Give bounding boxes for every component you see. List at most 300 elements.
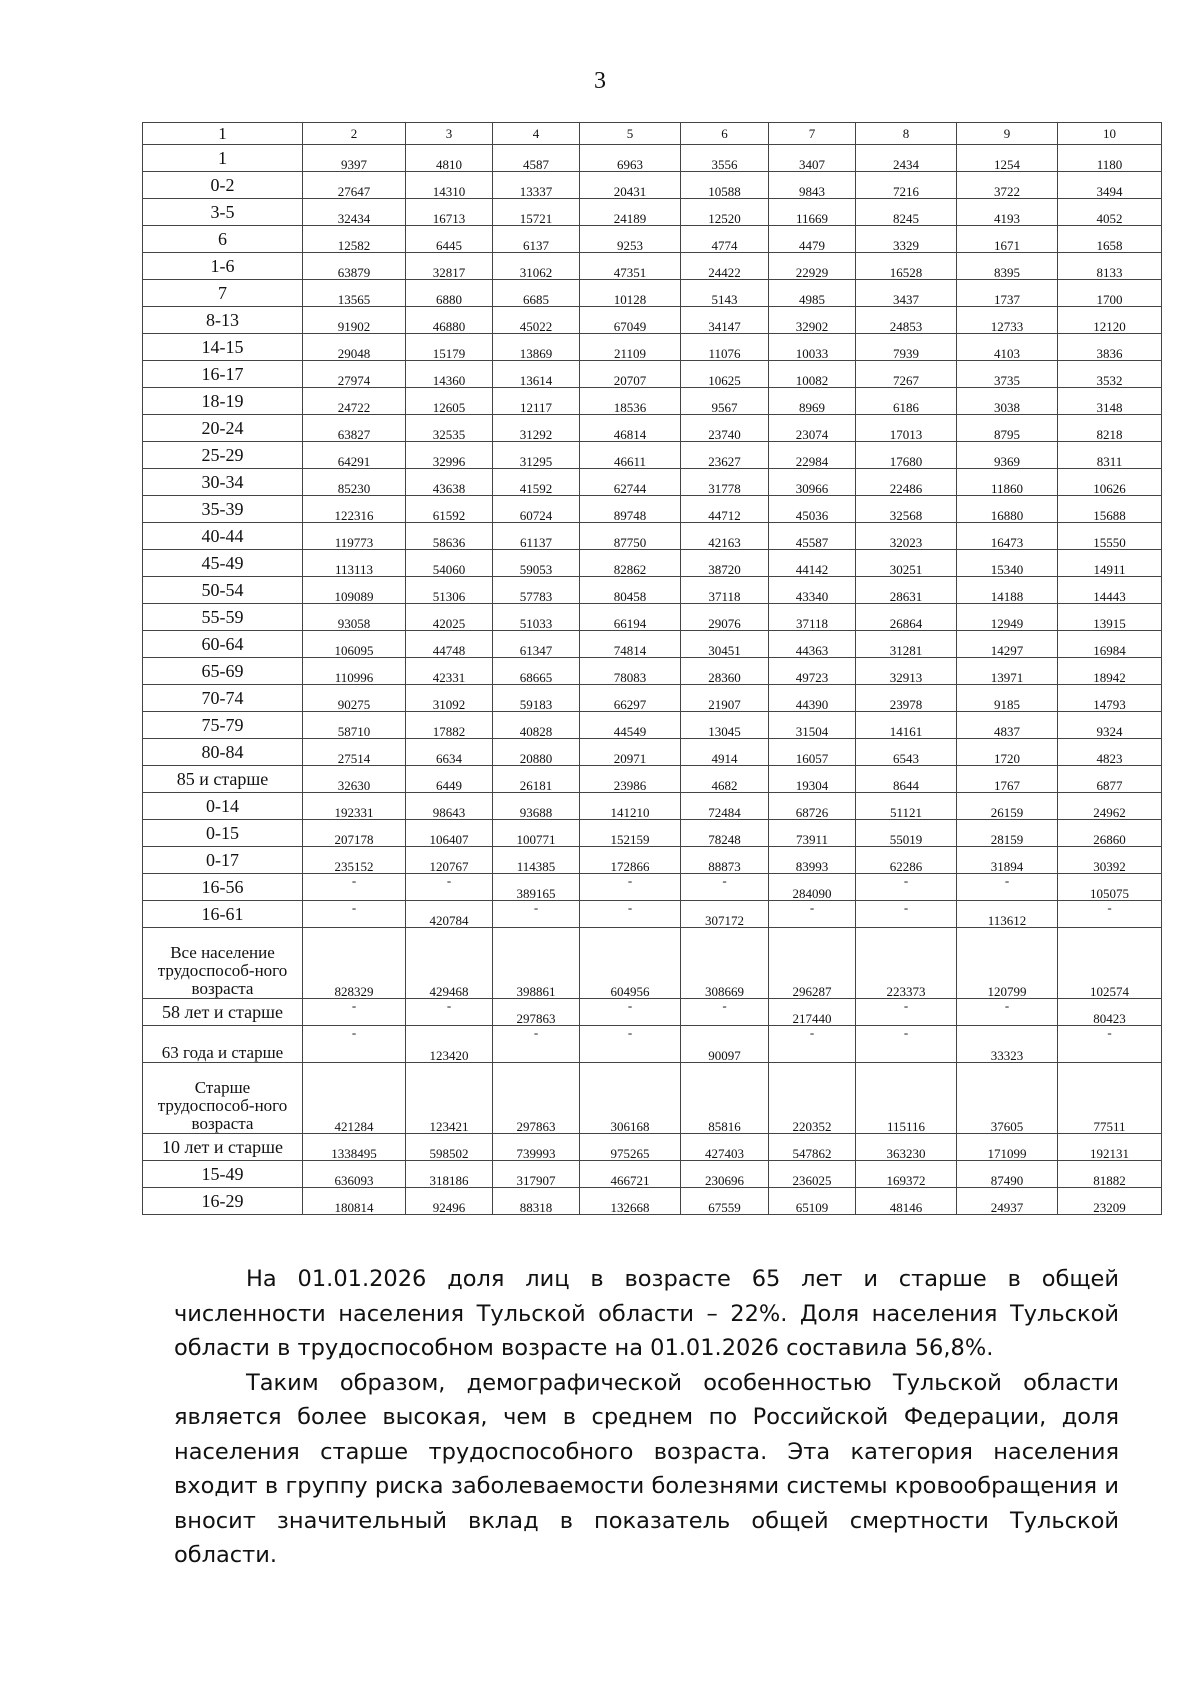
table-cell: 13915 [1058,604,1162,631]
table-cell: 220352 [769,1063,856,1134]
table-cell: 23740 [681,415,769,442]
table-cell: - [406,999,493,1026]
table-cell: 12605 [406,388,493,415]
table-cell: 180814 [303,1188,406,1215]
table-cell: 90097 [681,1026,769,1063]
table-cell: 51033 [493,604,580,631]
table-cell: 120799 [957,928,1058,999]
table-row [143,280,1162,307]
table-cell: 1254 [957,145,1058,172]
table-cell: 31504 [769,712,856,739]
table-cell: 3437 [856,280,957,307]
table-row [143,999,1162,1026]
table-cell: 45022 [493,307,580,334]
table-cell: 306168 [580,1063,681,1134]
table-cell: 10626 [1058,469,1162,496]
table-cell: 30966 [769,469,856,496]
table-cell: 4103 [957,334,1058,361]
table-cell: 29048 [303,334,406,361]
table-header-row [143,123,1162,145]
table-cell: 5143 [681,280,769,307]
table-cell: 87750 [580,523,681,550]
table-cell: 427403 [681,1134,769,1161]
table-cell: 58710 [303,712,406,739]
table-cell: 604956 [580,928,681,999]
table-cell: 8395 [957,253,1058,280]
table-cell: 119773 [303,523,406,550]
table-cell: 12582 [303,226,406,253]
table-cell: 61137 [493,523,580,550]
table-cell: 6449 [406,766,493,793]
table-row [143,172,1162,199]
table-cell: 18536 [580,388,681,415]
table-cell: 68665 [493,658,580,685]
table-cell: 6634 [406,739,493,766]
paragraph: Таким образом, демографической особенностью Тульской области является более высокая, чем в среднем по Российской Федерации, доля населения старше трудоспособного возраста. Эта категория населения входит в группу риска заболеваемости болезнями системы кровообращения и вносит значительный вклад в показатель общей смертности Тульской области. [174,1369,1119,1568]
table-cell: 109089 [303,577,406,604]
table-cell: 78248 [681,820,769,847]
table-row [143,766,1162,793]
table-cell: 46880 [406,307,493,334]
table-cell: 307172 [681,901,769,928]
table-cell: 4193 [957,199,1058,226]
table-cell: 62286 [856,847,957,874]
table-cell: 15550 [1058,523,1162,550]
table-cell: 37118 [681,577,769,604]
table-cell: 67559 [681,1188,769,1215]
row-label: 35-39 [143,496,303,523]
table-cell: 3532 [1058,361,1162,388]
table-cell: - [957,874,1058,901]
table-cell: 26864 [856,604,957,631]
table-cell: 59053 [493,550,580,577]
table-cell: 20707 [580,361,681,388]
row-label: 40-44 [143,523,303,550]
table-cell: 33323 [957,1026,1058,1063]
table-cell: 24422 [681,253,769,280]
row-label: 25-29 [143,442,303,469]
table-cell: 11860 [957,469,1058,496]
table-cell: 23978 [856,685,957,712]
table-cell: 74814 [580,631,681,658]
table-cell: - [769,1026,856,1063]
table-cell: 1767 [957,766,1058,793]
table-cell: 93058 [303,604,406,631]
row-label: 80-84 [143,739,303,766]
table-cell: 2434 [856,145,957,172]
row-label: 16-29 [143,1188,303,1215]
table-cell: 8311 [1058,442,1162,469]
table-body [143,123,1162,1215]
table-cell: 24722 [303,388,406,415]
table-cell: - [856,999,957,1026]
table-cell: - [1058,901,1162,928]
table-cell: 115116 [856,1063,957,1134]
table-row [143,415,1162,442]
table-cell: 4810 [406,145,493,172]
table-cell: 13614 [493,361,580,388]
table-cell: 17680 [856,442,957,469]
table-cell: 110996 [303,658,406,685]
table-cell: 83993 [769,847,856,874]
column-number: 2 [303,123,406,145]
table-cell: 7216 [856,172,957,199]
table-cell: 55019 [856,820,957,847]
table-cell: - [957,999,1058,1026]
table-row [143,1188,1162,1215]
table-cell: 21109 [580,334,681,361]
table-cell: 3407 [769,145,856,172]
table-row [143,712,1162,739]
table-cell: 1737 [957,280,1058,307]
table-cell: 57783 [493,577,580,604]
paragraph: На 01.01.2026 доля лиц в возрасте 65 лет и старше в общей численности населения Тульской области – 22%. Доля населения Тульской области в трудоспособном возрасте на 01.01.2026 составила 56,8%. [174,1266,1119,1361]
table-row [143,901,1162,928]
table-cell: 171099 [957,1134,1058,1161]
table-cell: 1720 [957,739,1058,766]
table-row [143,820,1162,847]
table-cell: 21907 [681,685,769,712]
table-row [143,361,1162,388]
row-label: 30-34 [143,469,303,496]
table-cell: 9369 [957,442,1058,469]
table-cell: 16528 [856,253,957,280]
table-cell: 27514 [303,739,406,766]
table-cell: 20971 [580,739,681,766]
table-cell: 15340 [957,550,1058,577]
row-label: 18-19 [143,388,303,415]
table-cell: - [856,901,957,928]
column-number: 3 [406,123,493,145]
table-cell: 46611 [580,442,681,469]
table-cell: 24937 [957,1188,1058,1215]
row-label: 1 [143,145,303,172]
table-cell: 7267 [856,361,957,388]
table-cell: 88873 [681,847,769,874]
table-cell: 9253 [580,226,681,253]
table-cell: 7939 [856,334,957,361]
table-cell: 87490 [957,1161,1058,1188]
table-cell: 429468 [406,928,493,999]
table-cell: - [493,901,580,928]
table-cell: - [856,1026,957,1063]
table-cell: 68726 [769,793,856,820]
table-cell: 113612 [957,901,1058,928]
table-cell: 4837 [957,712,1058,739]
table-cell: 26181 [493,766,580,793]
row-label: 70-74 [143,685,303,712]
table-cell: 13565 [303,280,406,307]
table-cell: 547862 [769,1134,856,1161]
table-row [143,847,1162,874]
table-cell: - [856,874,957,901]
table-cell: 10128 [580,280,681,307]
table-row [143,928,1162,999]
table-row [143,145,1162,172]
table-cell: 32023 [856,523,957,550]
table-cell: 6137 [493,226,580,253]
table-cell: - [580,901,681,928]
table-cell: 11669 [769,199,856,226]
table-cell: 14188 [957,577,1058,604]
table-cell: 61347 [493,631,580,658]
row-label: 7 [143,280,303,307]
table-cell: 975265 [580,1134,681,1161]
table-cell: 32630 [303,766,406,793]
table-cell: 12949 [957,604,1058,631]
table-cell: 32817 [406,253,493,280]
table-cell: 3038 [957,388,1058,415]
table-cell: 105075 [1058,874,1162,901]
table-cell: 80458 [580,577,681,604]
row-label: Все население трудоспособ-ного возраста [143,928,303,999]
table-cell: 60724 [493,496,580,523]
table-cell: 318186 [406,1161,493,1188]
table-cell: 22486 [856,469,957,496]
row-label: 45-49 [143,550,303,577]
table-cell: 398861 [493,928,580,999]
table-cell: 30392 [1058,847,1162,874]
table-cell: 6445 [406,226,493,253]
table-row [143,388,1162,415]
table-row [143,1063,1162,1134]
table-cell: 38720 [681,550,769,577]
table-cell: 65109 [769,1188,856,1215]
column-number: 9 [957,123,1058,145]
table-cell: 82862 [580,550,681,577]
table-cell: - [681,874,769,901]
table-cell: 4479 [769,226,856,253]
table-cell: 172866 [580,847,681,874]
table-cell: 12117 [493,388,580,415]
table-cell: 62744 [580,469,681,496]
table-cell: 23074 [769,415,856,442]
table-cell: 31281 [856,631,957,658]
table-cell: 10082 [769,361,856,388]
table-cell: 42163 [681,523,769,550]
column-number: 10 [1058,123,1162,145]
table-cell: - [303,1026,406,1063]
table-cell: 12120 [1058,307,1162,334]
row-label: 15-49 [143,1161,303,1188]
table-cell: 59183 [493,685,580,712]
row-label: 0-17 [143,847,303,874]
table-cell: 11076 [681,334,769,361]
table-cell: 18942 [1058,658,1162,685]
table-row [143,1026,1162,1063]
table-cell: 14161 [856,712,957,739]
table-cell: 122316 [303,496,406,523]
table-cell: 19304 [769,766,856,793]
table-cell: 308669 [681,928,769,999]
table-row [143,739,1162,766]
table-cell: 31778 [681,469,769,496]
table-cell: - [580,874,681,901]
row-label: 60-64 [143,631,303,658]
table-cell: 100771 [493,820,580,847]
table-cell: 63827 [303,415,406,442]
table-cell: 10033 [769,334,856,361]
table-cell: 317907 [493,1161,580,1188]
table-cell: 4985 [769,280,856,307]
table-cell: 17013 [856,415,957,442]
body-text [174,1262,1119,1573]
table-cell: 14911 [1058,550,1162,577]
table-cell: 20880 [493,739,580,766]
table-cell: 28360 [681,658,769,685]
table-cell: 43340 [769,577,856,604]
table-cell: 9185 [957,685,1058,712]
table-cell: 8644 [856,766,957,793]
table-cell: 114385 [493,847,580,874]
table-cell: 169372 [856,1161,957,1188]
table-row [143,226,1162,253]
column-number: 6 [681,123,769,145]
table-cell: 13869 [493,334,580,361]
table-cell: 123421 [406,1063,493,1134]
table-row [143,307,1162,334]
table-cell: 42331 [406,658,493,685]
table-cell: 23627 [681,442,769,469]
table-cell: 3735 [957,361,1058,388]
table-cell: 26159 [957,793,1058,820]
table-cell: 16473 [957,523,1058,550]
table-cell: 67049 [580,307,681,334]
table-cell: 31062 [493,253,580,280]
table-cell: 42025 [406,604,493,631]
row-label: 16-56 [143,874,303,901]
table-row [143,1134,1162,1161]
row-label: 1-6 [143,253,303,280]
row-label: 14-15 [143,334,303,361]
table-cell: 102574 [1058,928,1162,999]
table-cell: 12733 [957,307,1058,334]
table-cell: 63879 [303,253,406,280]
table-row [143,496,1162,523]
table-cell: 40828 [493,712,580,739]
row-label: 75-79 [143,712,303,739]
table-cell: 636093 [303,1161,406,1188]
table-cell: 16713 [406,199,493,226]
table-cell: 78083 [580,658,681,685]
table-cell: 6186 [856,388,957,415]
table-row [143,685,1162,712]
table-cell: 141210 [580,793,681,820]
table-cell: 32434 [303,199,406,226]
table-cell: 10588 [681,172,769,199]
table-cell: 297863 [493,999,580,1026]
row-label: Старше трудоспособ-ного возраста [143,1063,303,1134]
table-cell: 466721 [580,1161,681,1188]
table-cell: 1671 [957,226,1058,253]
column-number: 5 [580,123,681,145]
table-cell: - [493,1026,580,1063]
table-cell: - [769,901,856,928]
table-cell: 32913 [856,658,957,685]
table-cell: 1338495 [303,1134,406,1161]
row-label: 0-14 [143,793,303,820]
table-cell: 207178 [303,820,406,847]
table-row [143,577,1162,604]
table-cell: 106407 [406,820,493,847]
row-label: 55-59 [143,604,303,631]
table-row [143,658,1162,685]
table-cell: 27647 [303,172,406,199]
table-cell: - [580,1026,681,1063]
table-cell: 297863 [493,1063,580,1134]
table-cell: 8795 [957,415,1058,442]
table-cell: 89748 [580,496,681,523]
table-cell: 80423 [1058,999,1162,1026]
row-label: 8-13 [143,307,303,334]
table-cell: 6685 [493,280,580,307]
table-cell: 9397 [303,145,406,172]
table-cell: 223373 [856,928,957,999]
table-cell: 389165 [493,874,580,901]
table-cell: 14360 [406,361,493,388]
row-label: 85 и старше [143,766,303,793]
population-table [142,122,1162,1215]
table-cell: 6543 [856,739,957,766]
table-cell: 91902 [303,307,406,334]
table-row [143,1161,1162,1188]
table-cell: 31295 [493,442,580,469]
table-cell: 43638 [406,469,493,496]
table-cell: 49723 [769,658,856,685]
table-cell: 45587 [769,523,856,550]
table-cell: 284090 [769,874,856,901]
table-cell: 106095 [303,631,406,658]
row-label: 20-24 [143,415,303,442]
table-cell: 8969 [769,388,856,415]
table-cell: 85816 [681,1063,769,1134]
table-cell: 4774 [681,226,769,253]
row-label: 63 года и старше [143,1026,303,1063]
table-cell: 3556 [681,145,769,172]
row-label: 16-17 [143,361,303,388]
row-label: 16-61 [143,901,303,928]
column-number: 4 [493,123,580,145]
table-cell: 37118 [769,604,856,631]
table-row [143,874,1162,901]
table-cell: 9843 [769,172,856,199]
table-cell: 4587 [493,145,580,172]
table-cell: 48146 [856,1188,957,1215]
table-cell: 22929 [769,253,856,280]
table-cell: 192131 [1058,1134,1162,1161]
table-cell: 14793 [1058,685,1162,712]
table-cell: 15688 [1058,496,1162,523]
table-cell: 45036 [769,496,856,523]
table-row [143,442,1162,469]
table-cell: 77511 [1058,1063,1162,1134]
table-cell: 29076 [681,604,769,631]
table-cell: 3836 [1058,334,1162,361]
table-cell: 66194 [580,604,681,631]
table-row [143,334,1162,361]
table-cell: 10625 [681,361,769,388]
table-cell: 120767 [406,847,493,874]
table-cell: 44363 [769,631,856,658]
table-cell: 1180 [1058,145,1162,172]
table-cell: 44712 [681,496,769,523]
table-cell: 598502 [406,1134,493,1161]
table-cell: 13045 [681,712,769,739]
table-cell: - [303,999,406,1026]
table-cell: - [1058,1026,1162,1063]
table-cell: 32535 [406,415,493,442]
table-cell: 14310 [406,172,493,199]
